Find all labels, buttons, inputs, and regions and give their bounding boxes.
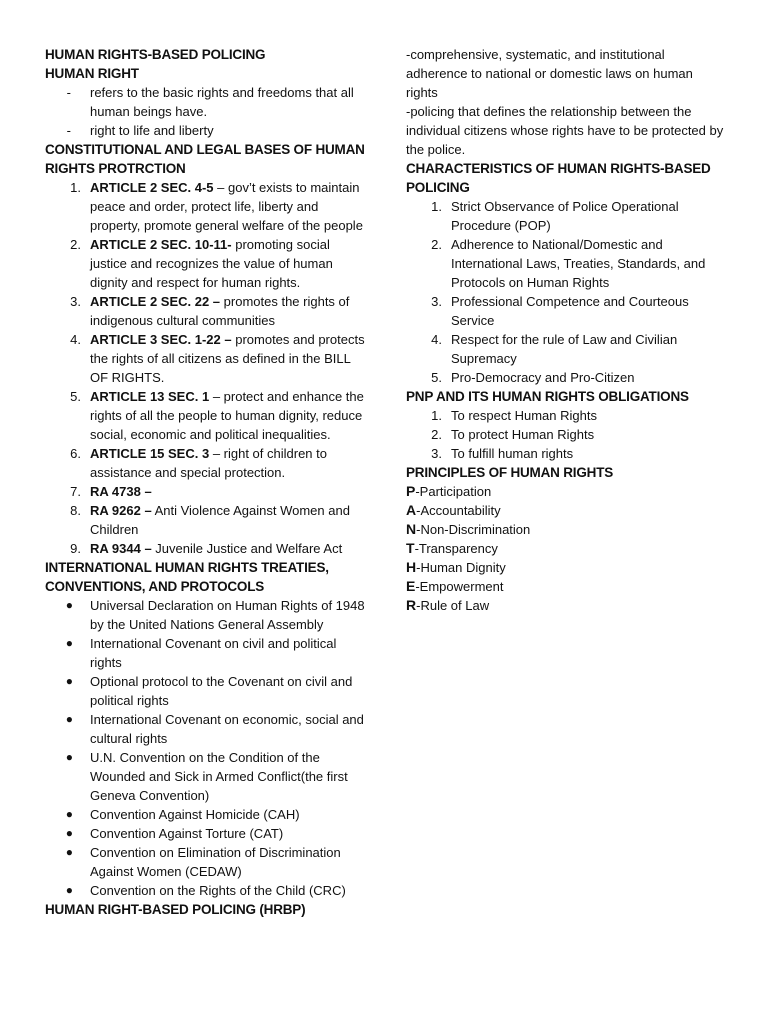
list-number: 5. [70, 389, 81, 404]
article-ref: ARTICLE 2 SEC. 4-5 [90, 180, 214, 195]
heading-international-treaties: INTERNATIONAL HUMAN RIGHTS TREATIES, CONVENTIONS, AND PROTOCOLS [45, 560, 329, 594]
list-number: 7. [70, 484, 81, 499]
list-item [406, 292, 724, 330]
article-ref: ARTICLE 3 SEC. 1-22 – [90, 332, 232, 347]
principle-text: -Empowerment [415, 579, 504, 594]
list-item [45, 748, 365, 805]
list-item [45, 121, 365, 140]
bullet-icon: ● [65, 807, 73, 821]
principle-item [406, 520, 724, 539]
principle-letter: R [406, 597, 417, 613]
list-item-text: To fulfill human rights [451, 446, 574, 461]
list-item-text: right to life and liberty [90, 123, 214, 138]
article-ref: ARTICLE 2 SEC. 22 – [90, 294, 221, 309]
article-ref: ARTICLE 13 SEC. 1 [90, 389, 210, 404]
list-item-text: refers to the basic rights and freedoms that all human beings have. [90, 85, 354, 119]
principle-item [406, 539, 724, 558]
principle-letter: A [406, 502, 417, 518]
list-item [45, 710, 365, 748]
human-right-list [45, 83, 365, 140]
principle-item [406, 482, 724, 501]
list-item [45, 843, 365, 881]
heading-principles: PRINCIPLES OF HUMAN RIGHTS [406, 465, 614, 480]
list-item [406, 235, 724, 292]
bullet-icon: ● [65, 598, 73, 612]
list-number: 3. [431, 294, 442, 309]
list-item-text: Universal Declaration on Human Rights of 1948 by the United Nations General Assembly [90, 598, 365, 632]
list-number: 2. [431, 237, 442, 252]
treaties-list [45, 596, 365, 900]
heading-characteristics: CHARACTERISTICS OF HUMAN RIGHTS-BASED POLICING [406, 161, 711, 195]
article-desc: Juvenile Justice and Welfare Act [151, 541, 343, 556]
list-item [45, 387, 365, 444]
list-item [45, 292, 365, 330]
list-item [45, 634, 365, 672]
dash-marker: - [66, 123, 71, 138]
list-number: 4. [431, 332, 442, 347]
heading-pnp-obligations: PNP AND ITS HUMAN RIGHTS OBLIGATIONS [406, 389, 689, 404]
list-item [45, 235, 365, 292]
list-number: 5. [431, 370, 442, 385]
list-item [45, 672, 365, 710]
list-number: 1. [70, 180, 81, 195]
principle-letter: E [406, 578, 416, 594]
list-item [406, 368, 724, 387]
list-item [45, 482, 365, 501]
bullet-icon: ● [65, 826, 73, 840]
list-item [45, 178, 365, 235]
list-item [406, 425, 724, 444]
principle-text: -Transparency [414, 541, 498, 556]
article-ref: ARTICLE 2 SEC. 10-11- [90, 237, 232, 252]
heading-constitutional-bases: CONSTITUTIONAL AND LEGAL BASES OF HUMAN RIGHTS PROTRCTION [45, 142, 365, 176]
principle-item [406, 501, 724, 520]
list-number: 2. [431, 427, 442, 442]
article-desc: – gov’t exists to maintain peace and order, protect life, liberty and property, promote general welfare of the people [90, 180, 363, 233]
article-ref: RA 9262 – [90, 503, 152, 518]
list-item [45, 444, 365, 482]
principle-item [406, 558, 724, 577]
article-desc: Anti Violence Against Women and Children [90, 503, 350, 537]
list-number: 9. [70, 541, 81, 556]
bullet-icon: ● [65, 750, 73, 764]
principle-text: -Accountability [416, 503, 501, 518]
principle-letter: T [406, 540, 415, 556]
list-item-text: Strict Observance of Police Operational Procedure (POP) [451, 199, 679, 233]
list-item [406, 444, 724, 463]
list-item-text: Respect for the rule of Law and Civilian Supremacy [451, 332, 678, 366]
constitutional-bases-list [45, 178, 365, 558]
list-number: 3. [431, 446, 442, 461]
left-column [45, 45, 365, 919]
list-number: 1. [431, 199, 442, 214]
list-item [45, 805, 365, 824]
bullet-icon: ● [65, 712, 73, 726]
list-item [45, 539, 365, 558]
list-item [406, 406, 724, 425]
list-number: 6. [70, 446, 81, 461]
list-item-text: Adherence to National/Domestic and International Laws, Treaties, Standards, and Protocols on Human Rights [451, 237, 706, 290]
article-desc: – protect and enhance the rights of all the people to human dignity, reduce social, economic and political inequalities. [90, 389, 364, 442]
list-item-text: To protect Human Rights [451, 427, 595, 442]
article-desc: promotes the rights of indigenous cultural communities [90, 294, 350, 328]
list-item-text: Convention Against Homicide (CAH) [90, 807, 300, 822]
list-item [45, 881, 365, 900]
bullet-icon: ● [65, 883, 73, 897]
hrbp-definition-1: -comprehensive, systematic, and institutional adherence to national or domestic laws on human rights [406, 47, 693, 100]
list-item-text: U.N. Convention on the Condition of the Wounded and Sick in Armed Conflict(the first Geneva Convention) [90, 750, 348, 803]
article-desc: promotes and protects the rights of all citizens as defined in the BILL OF RIGHTS. [90, 332, 365, 385]
list-item [45, 501, 365, 539]
list-item [45, 596, 365, 634]
list-item [45, 824, 365, 843]
bullet-icon: ● [65, 845, 73, 859]
heading-hrbp: HUMAN RIGHT-BASED POLICING (HRBP) [45, 902, 306, 917]
principle-text: -Participation [415, 484, 492, 499]
hrbp-definition-2: -policing that defines the relationship between the individual citizens whose rights have to be protected by the police. [406, 104, 724, 157]
list-number: 4. [70, 332, 81, 347]
bullet-icon: ● [65, 636, 73, 650]
list-item-text: Optional protocol to the Covenant on civil and political rights [90, 674, 353, 708]
list-item-text: Professional Competence and Courteous Service [451, 294, 689, 328]
list-item-text: Pro-Democracy and Pro-Citizen [451, 370, 635, 385]
list-item-text: International Covenant on civil and political rights [90, 636, 337, 670]
article-ref: ARTICLE 15 SEC. 3 [90, 446, 210, 461]
principle-letter: P [406, 483, 416, 499]
article-desc: – right of children to assistance and special protection. [90, 446, 327, 480]
list-item [406, 330, 724, 368]
list-item-text: Convention on the Rights of the Child (CRC) [90, 883, 346, 898]
principle-letter: N [406, 521, 417, 537]
article-ref: RA 4738 – [90, 484, 152, 499]
list-item-text: Convention Against Torture (CAT) [90, 826, 284, 841]
principle-text: -Rule of Law [416, 598, 490, 613]
article-ref: RA 9344 – [90, 541, 152, 556]
characteristics-list [406, 197, 724, 387]
dash-marker: - [66, 85, 71, 100]
list-number: 1. [431, 408, 442, 423]
heading-human-right: HUMAN RIGHT [45, 66, 139, 81]
principle-letter: H [406, 559, 417, 575]
principle-text: -Non-Discrimination [416, 522, 531, 537]
list-item [406, 197, 724, 235]
list-item-text: To respect Human Rights [451, 408, 597, 423]
list-number: 8. [70, 503, 81, 518]
principle-item [406, 577, 724, 596]
right-column [406, 45, 724, 615]
article-desc: promoting social justice and recognizes the value of human dignity and respect for human rights. [90, 237, 333, 290]
principle-text: -Human Dignity [416, 560, 506, 575]
list-item [45, 83, 365, 121]
list-item-text: International Covenant on economic, social and cultural rights [90, 712, 364, 746]
obligations-list [406, 406, 724, 463]
list-item [45, 330, 365, 387]
bullet-icon: ● [65, 674, 73, 688]
principles-list [406, 482, 724, 615]
list-item-text: Convention on Elimination of Discrimination Against Women (CEDAW) [90, 845, 341, 879]
list-number: 3. [70, 294, 81, 309]
heading-human-rights-based-policing: HUMAN RIGHTS-BASED POLICING [45, 47, 266, 62]
list-number: 2. [70, 237, 81, 252]
principle-item [406, 596, 724, 615]
